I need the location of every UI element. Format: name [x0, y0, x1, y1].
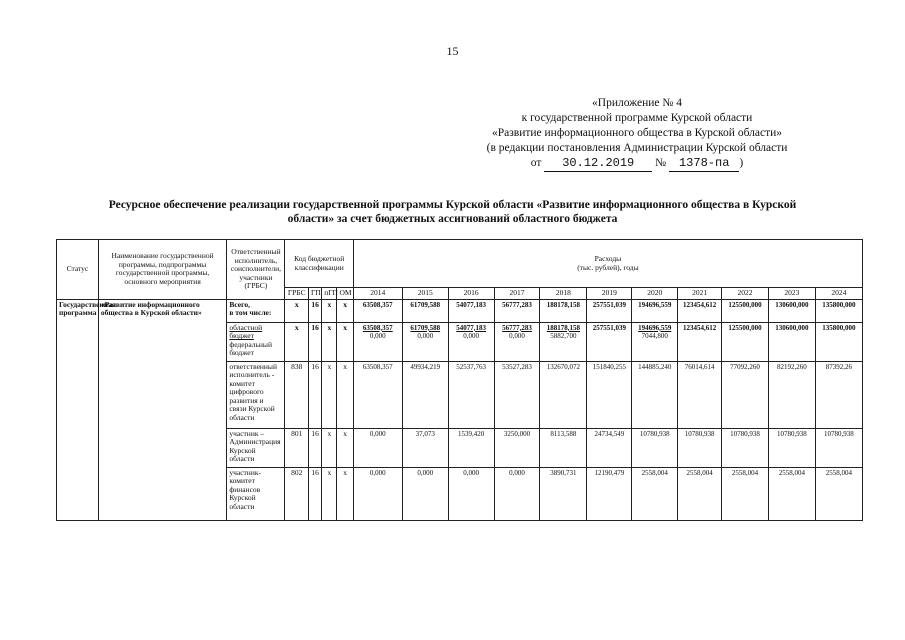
document-title: [60, 198, 845, 226]
value-cell: 123454,612: [678, 299, 722, 322]
header-year-2021: 2021: [678, 288, 722, 300]
value-cell: [448, 322, 494, 361]
value-cell: 0,000: [402, 467, 448, 520]
value-cell: 0,000: [353, 467, 402, 520]
header-code-grbs: ГРБС: [285, 288, 308, 300]
value-cell: [494, 322, 540, 361]
value-federal: 5882,700: [550, 332, 577, 340]
appendix-date-line: [427, 156, 847, 172]
value-cell: 132670,072: [540, 361, 587, 428]
value-regional: 194696,559: [638, 323, 672, 332]
appendix-line-4: (в редакции постановления Администрации Курской области: [486, 142, 788, 154]
code-cell: х: [285, 322, 308, 361]
code-cell: х: [337, 361, 353, 428]
header-year-2015: 2015: [402, 288, 448, 300]
executor-federal-budget: федеральный бюджет: [229, 339, 272, 357]
value-cell: 12190,479: [587, 467, 632, 520]
header-year-2017: 2017: [494, 288, 540, 300]
header-name: Наименование государственной программы, подпрограммы государственной программы, основного мероприятия: [98, 240, 227, 300]
code-cell: х: [337, 299, 353, 322]
value-cell: 63508,357: [353, 299, 402, 322]
appendix-line-1: «Приложение № 4: [592, 97, 682, 109]
date-prefix: от: [530, 157, 542, 169]
value-cell: [540, 322, 587, 361]
appendix-block: [427, 96, 847, 172]
value-cell: 37,073: [402, 428, 448, 467]
value-regional: 130600,000: [775, 323, 809, 332]
value-cell: 257551,039: [587, 299, 632, 322]
resource-table: [56, 239, 863, 521]
value-cell: 10780,938: [768, 428, 815, 467]
value-regional: 56777,283: [502, 323, 532, 332]
value-federal: 0,000: [417, 332, 434, 340]
executor-total-line1: Всего,: [229, 299, 250, 309]
value-cell: 1539,420: [448, 428, 494, 467]
value-regional: 135800,000: [822, 323, 856, 332]
header-code-gp: ГП: [308, 288, 321, 300]
value-cell: 56777,283: [494, 299, 540, 322]
value-cell: 52537,763: [448, 361, 494, 428]
executor-responsible: ответственный исполнитель - комитет цифрового развития и связи Курской области: [227, 361, 285, 428]
value-cell: 2558,004: [815, 467, 862, 520]
table-row-total: [57, 299, 863, 322]
value-cell: 10780,938: [722, 428, 769, 467]
code-cell: х: [322, 299, 337, 322]
value-cell: 61709,588: [402, 299, 448, 322]
value-regional: 257551,039: [592, 323, 626, 332]
code-cell: х: [337, 428, 353, 467]
code-cell: х: [322, 322, 337, 361]
header-year-2014: 2014: [353, 288, 402, 300]
code-cell: х: [322, 467, 337, 520]
value-cell: 144885,240: [632, 361, 678, 428]
program-name-cell: «Развитие информационного общества в Курской области»: [98, 299, 227, 520]
code-cell: 802: [285, 467, 308, 520]
code-cell: 16: [308, 322, 321, 361]
header-year-2023: 2023: [768, 288, 815, 300]
value-cell: 0,000: [448, 467, 494, 520]
value-regional: 54077,183: [456, 323, 486, 332]
header-status: Статус: [57, 240, 99, 300]
code-cell: 801: [285, 428, 308, 467]
header-year-2019: 2019: [587, 288, 632, 300]
value-cell: [815, 322, 862, 361]
value-cell: 130600,000: [768, 299, 815, 322]
appendix-line-3: «Развитие информационного общества в Курской области»: [491, 127, 783, 139]
value-cell: 63508,357: [353, 361, 402, 428]
value-cell: 53527,283: [494, 361, 540, 428]
value-cell: 151840,255: [587, 361, 632, 428]
value-cell: 2558,004: [678, 467, 722, 520]
header-year-2018: 2018: [540, 288, 587, 300]
value-cell: [722, 322, 769, 361]
value-cell: 77092,260: [722, 361, 769, 428]
value-federal: 0,000: [369, 332, 386, 340]
executor-total-line2: в том числе:: [229, 308, 272, 317]
value-cell: 76014,614: [678, 361, 722, 428]
value-cell: 8113,588: [540, 428, 587, 467]
value-cell: [402, 322, 448, 361]
header-year-2020: 2020: [632, 288, 678, 300]
code-cell: х: [322, 361, 337, 428]
value-regional: 188178,158: [546, 323, 581, 332]
code-cell: 16: [308, 361, 321, 428]
header-year-2024: 2024: [815, 288, 862, 300]
appendix-line-2: к государственной программе Курской области: [521, 112, 753, 124]
value-regional: 123454,612: [682, 323, 717, 332]
code-cell: х: [337, 322, 353, 361]
header-expenses-unit: (тыс. рублей), годы: [577, 262, 639, 272]
value-regional: 125500,000: [728, 323, 762, 332]
value-cell: [768, 322, 815, 361]
value-cell: 135800,000: [815, 299, 862, 322]
value-cell: 188178,158: [540, 299, 587, 322]
code-cell: х: [337, 467, 353, 520]
header-executor: Ответственный исполнитель, соисполнители, участники (ГРБС): [227, 240, 285, 300]
value-cell: 10780,938: [632, 428, 678, 467]
value-cell: 2558,004: [768, 467, 815, 520]
code-cell: 16: [308, 299, 321, 322]
header-year-2022: 2022: [722, 288, 769, 300]
status-cell: Государственная программа: [57, 299, 99, 520]
value-cell: 82192,260: [768, 361, 815, 428]
executor-budget: [227, 322, 285, 361]
executor-administration: участник – Администрация Курской области: [227, 428, 285, 467]
executor-finance-committee: участник-комитет финансов Курской области: [227, 467, 285, 520]
header-expenses: [353, 240, 862, 288]
resolution-date: 30.12.2019: [544, 156, 652, 172]
value-cell: 125500,000: [722, 299, 769, 322]
number-prefix: №: [655, 157, 667, 169]
value-cell: 87392,26: [815, 361, 862, 428]
value-cell: 10780,938: [678, 428, 722, 467]
value-regional: 61709,588: [410, 323, 441, 332]
code-cell: х: [322, 428, 337, 467]
value-cell: 0,000: [494, 467, 540, 520]
title-line-2: области» за счет бюджетных ассигнований областного бюджета: [287, 213, 618, 225]
value-cell: 49934,219: [402, 361, 448, 428]
value-cell: 10780,938: [815, 428, 862, 467]
value-federal: 0,000: [509, 332, 525, 340]
value-cell: 54077,183: [448, 299, 494, 322]
value-federal: 0,000: [463, 332, 479, 340]
header-expenses-label: Расходы: [594, 254, 622, 263]
header-year-2016: 2016: [448, 288, 494, 300]
value-cell: 0,000: [353, 428, 402, 467]
page-number: 15: [446, 44, 459, 58]
closing-paren: ): [739, 157, 744, 169]
resolution-number: 1378-па: [669, 156, 739, 172]
executor-regional-budget: областной бюджет: [229, 322, 263, 340]
value-cell: [587, 322, 632, 361]
header-budget-code: Код бюджетной классификации: [285, 240, 353, 288]
executor-total: [227, 299, 285, 322]
value-cell: 2558,004: [632, 467, 678, 520]
value-cell: 194696,559: [632, 299, 678, 322]
code-cell: 838: [285, 361, 308, 428]
title-line-1: Ресурсное обеспечение реализации государственной программы Курской области «Развитие информационного общества в Курской: [108, 199, 797, 211]
value-cell: [678, 322, 722, 361]
code-cell: 16: [308, 467, 321, 520]
code-cell: х: [285, 299, 308, 322]
header-code-pgp: пГП: [322, 288, 337, 300]
value-cell: [353, 322, 402, 361]
value-cell: 2558,004: [722, 467, 769, 520]
value-cell: 3890,731: [540, 467, 587, 520]
value-cell: 3250,000: [494, 428, 540, 467]
value-federal: 7044,800: [641, 332, 668, 340]
header-code-om: ОМ: [337, 288, 353, 300]
value-cell: 24734,549: [587, 428, 632, 467]
value-cell: [632, 322, 678, 361]
code-cell: 16: [308, 428, 321, 467]
value-regional: 63508,357: [362, 323, 393, 332]
